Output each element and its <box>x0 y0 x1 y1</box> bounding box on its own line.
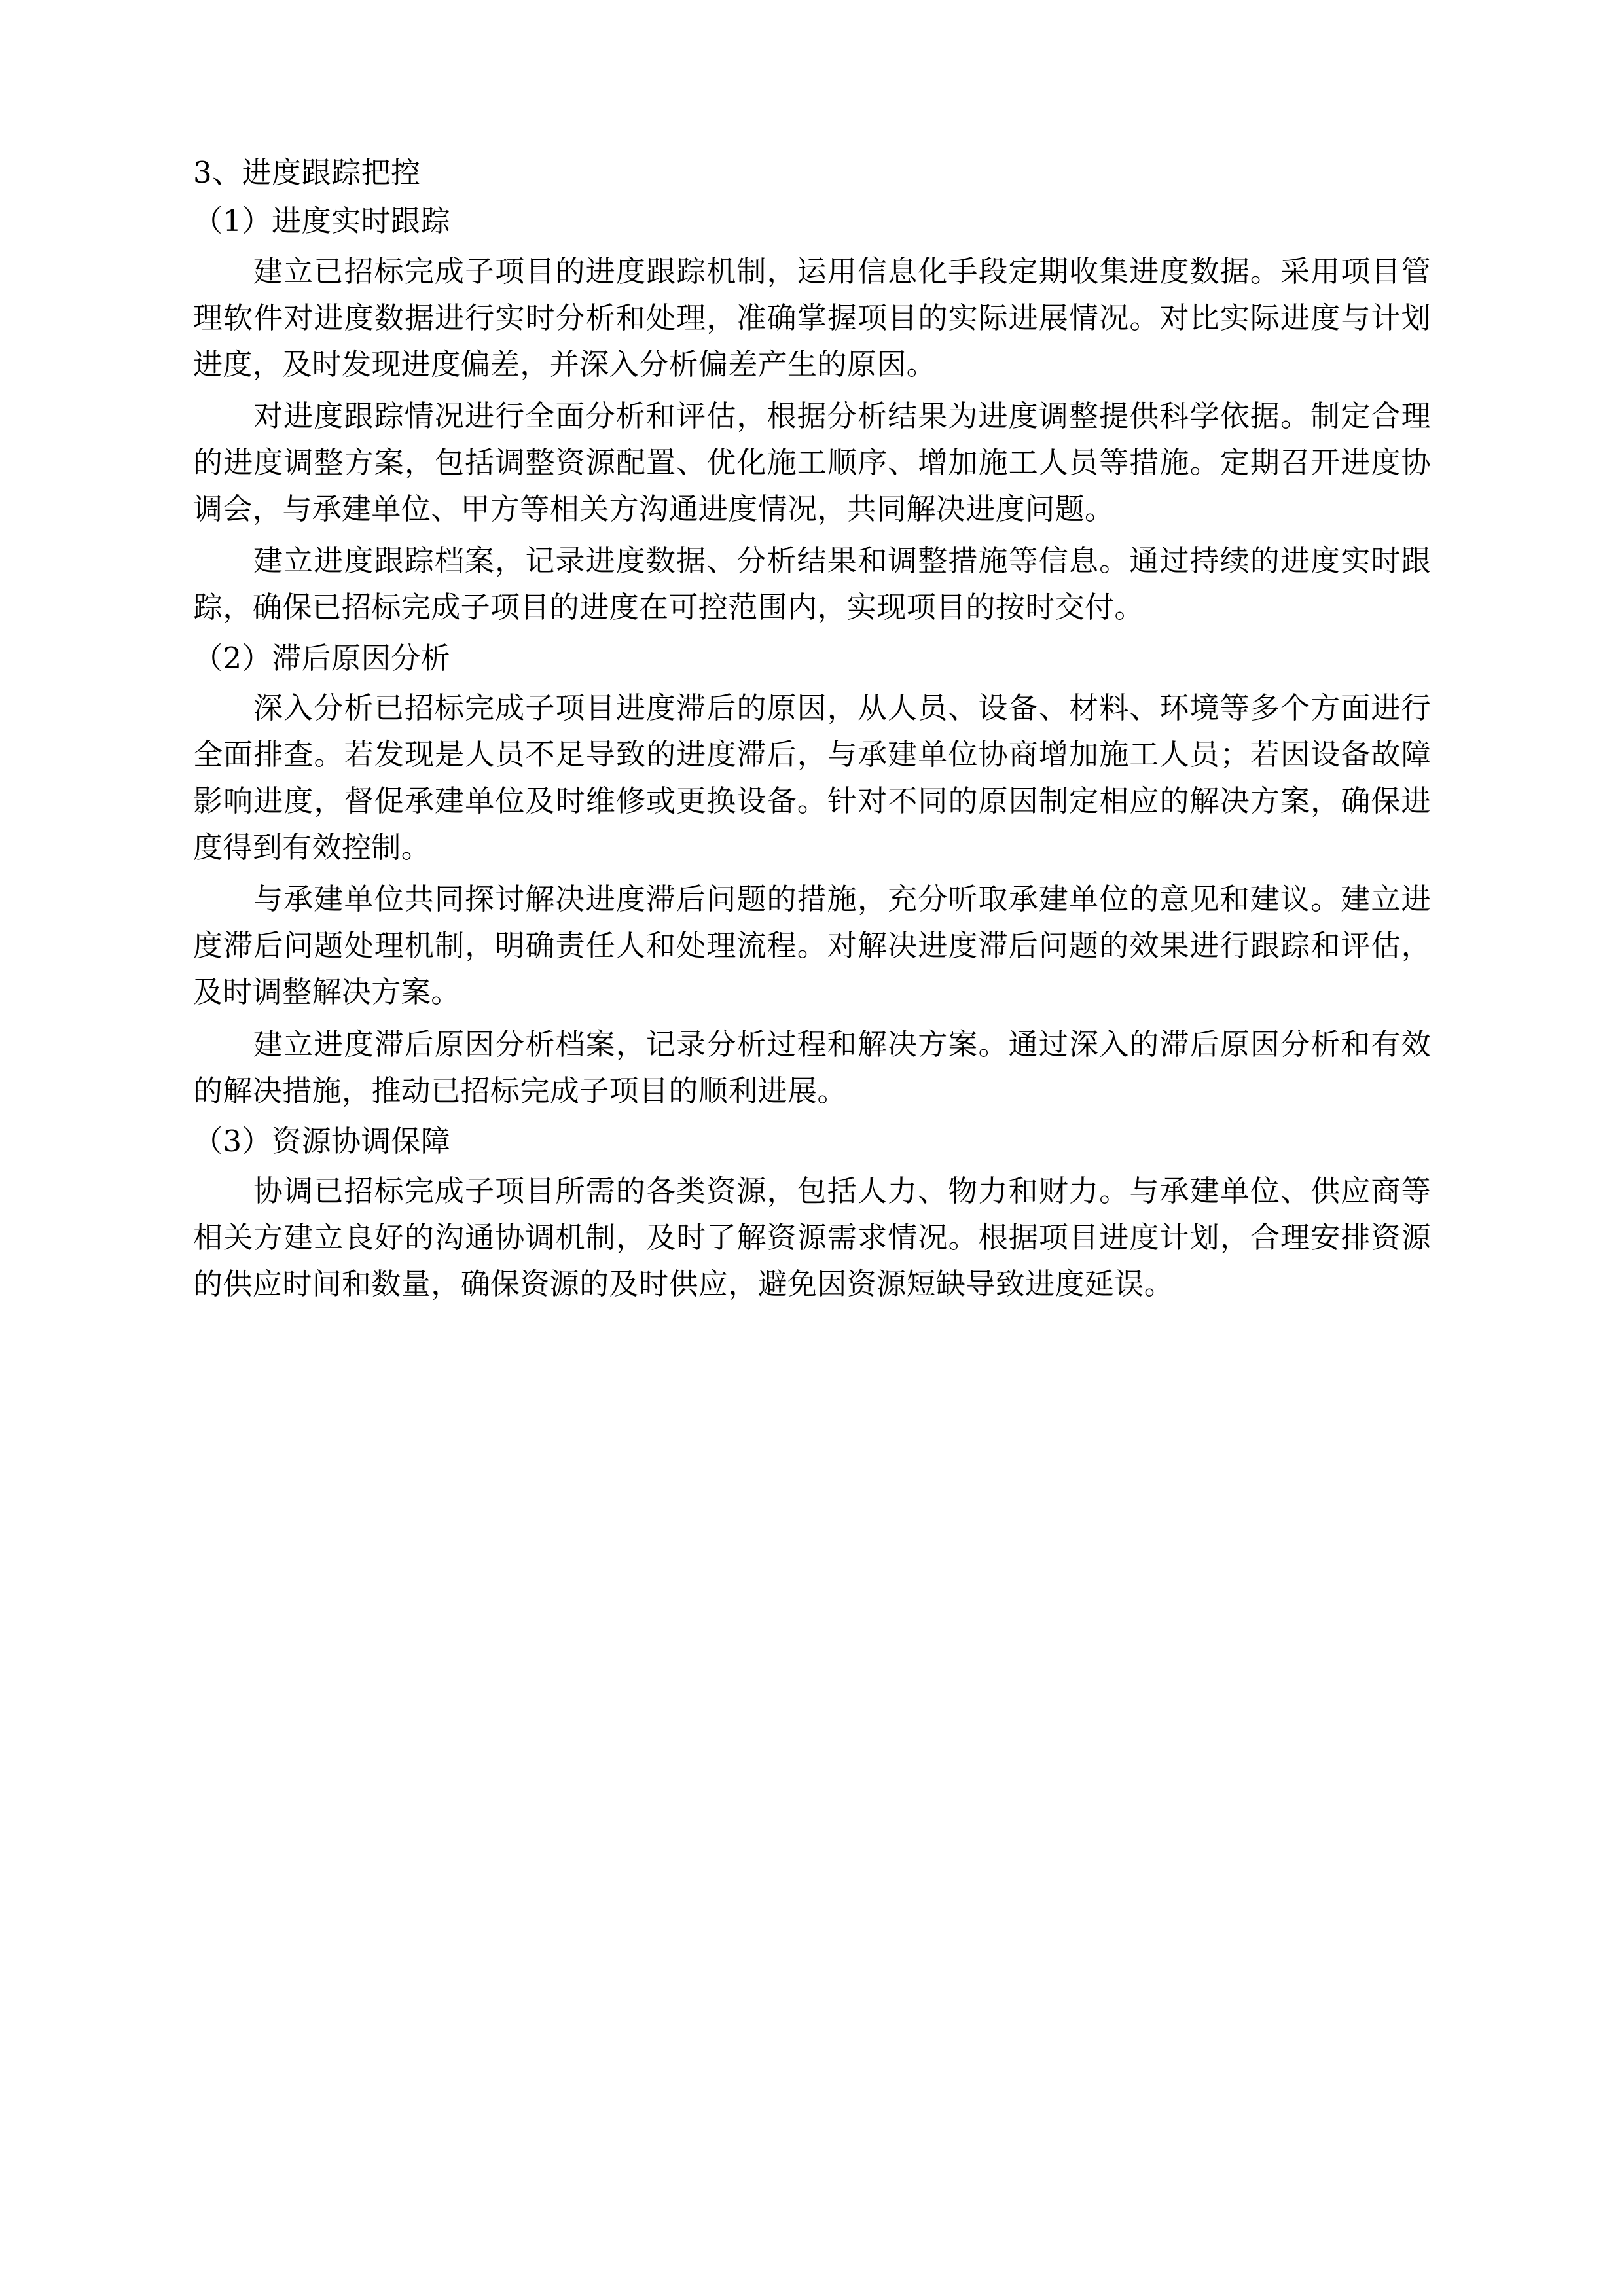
subsection-heading-2: （2）滞后原因分析 <box>193 640 451 675</box>
paragraph-1: 建立已招标完成子项目的进度跟踪机制，运用信息化手段定期收集进度数据。采用项目管理软件对进度数据进行实时分析和处理，准确掌握项目的实际进展情况。对比实际进度与计划进度，及时发现进度偏差，并深入分析偏差产生的原因。 <box>193 253 1431 382</box>
section-heading-3: 3、进度跟踪把控 <box>193 155 421 190</box>
paragraph-5: 与承建单位共同探讨解决进度滞后问题的措施，充分听取承建单位的意见和建议。建立进度滞后问题处理机制，明确责任人和处理流程。对解决进度滞后问题的效果进行跟踪和评估，及时调整解决方案。 <box>193 882 1431 1010</box>
paragraph-3: 建立进度跟踪档案，记录进度数据、分析结果和调整措施等信息。通过持续的进度实时跟踪，确保已招标完成子项目的进度在可控范围内，实现项目的按时交付。 <box>193 543 1431 625</box>
paragraph-7: 协调已招标完成子项目所需的各类资源，包括人力、物力和财力。与承建单位、供应商等相关方建立良好的沟通协调机制，及时了解资源需求情况。根据项目进度计划，合理安排资源的供应时间和数量，确保资源的及时供应，避免因资源短缺导致进度延误。 <box>193 1174 1431 1302</box>
paragraph-2: 对进度跟踪情况进行全面分析和评估，根据分析结果为进度调整提供科学依据。制定合理的进度调整方案，包括调整资源配置、优化施工顺序、增加施工人员等措施。定期召开进度协调会，与承建单位、甲方等相关方沟通进度情况，共同解决进度问题。 <box>193 399 1431 527</box>
subsection-heading-1: （1）进度实时跟踪 <box>193 204 451 239</box>
paragraph-4: 深入分析已招标完成子项目进度滞后的原因，从人员、设备、材料、环境等多个方面进行全面排查。若发现是人员不足导致的进度滞后，与承建单位协商增加施工人员；若因设备故障影响进度，督促承建单位及时维修或更换设备。针对不同的原因制定相应的解决方案，确保进度得到有效控制。 <box>193 690 1431 865</box>
document-body <box>193 151 1431 1307</box>
paragraph-6: 建立进度滞后原因分析档案，记录分析过程和解决方案。通过深入的滞后原因分析和有效的解决措施，推动已招标完成子项目的顺利进展。 <box>193 1026 1431 1108</box>
subsection-heading-3: （3）资源协调保障 <box>193 1123 451 1158</box>
